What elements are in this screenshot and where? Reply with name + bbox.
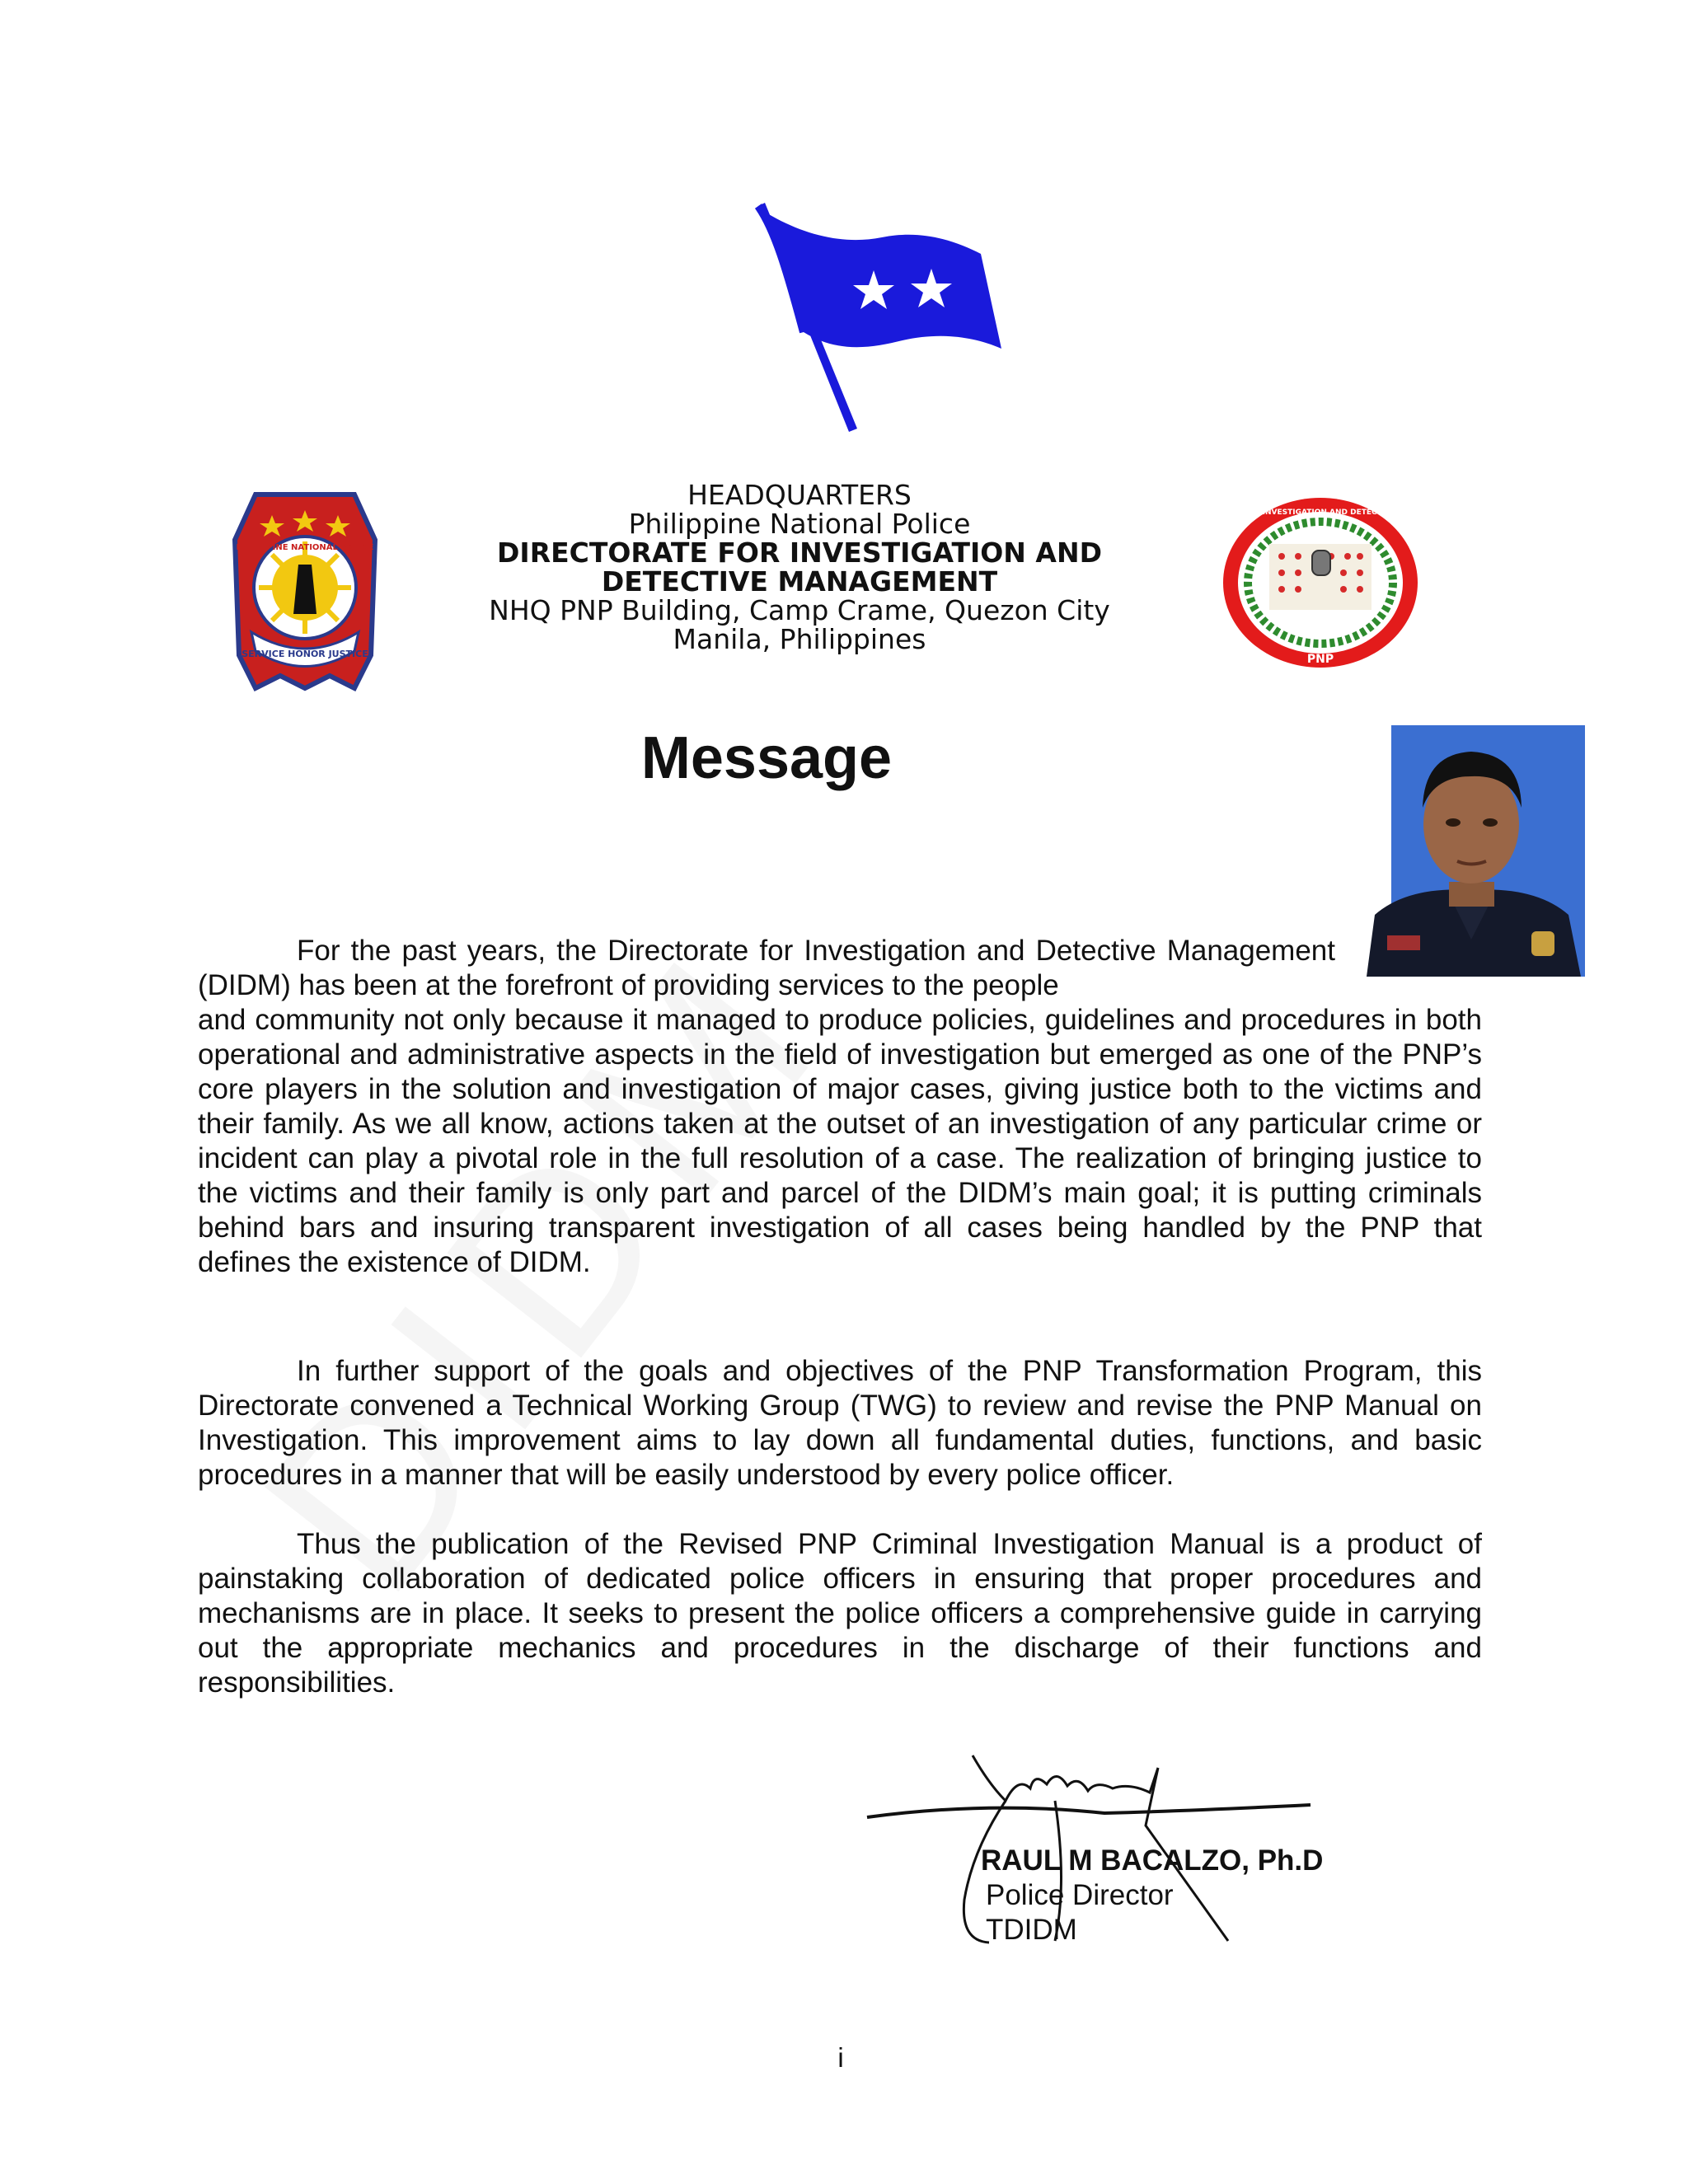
badge-band-text: SERVICE HONOR JUSTICE — [241, 649, 368, 659]
letterhead-directorate-cont: DETECTIVE MANAGEMENT — [601, 565, 998, 598]
signatory-title: Police Director — [986, 1879, 1174, 1911]
paragraph-1-intro — [198, 934, 1335, 1003]
pnp-badge-icon — [231, 490, 379, 692]
paragraph-2-text: In further support of the goals and objectives of the PNP Transformation Program, this Directorate convened a Technical Working Group (TWG) to review and revise the PNP Manual on Investigation. This improvement aims to lay down all fundamental duties, functions, and basic procedures in a manner that will be easily understood by every police officer. — [198, 1355, 1482, 1491]
signatory-office: TDIDM — [986, 1914, 1077, 1946]
seal-band-text: PNP — [1306, 653, 1334, 666]
paragraph-1-continued: and community not only because it managed to produce policies, guidelines and procedures in both operational and administrative aspects in the field of investigation but emerged as one of the PNP’s core players in the solution and investigation of major cases, giving justice both to the victims and their family. As we all know, actions taken at the outset of an investigation of any particular crime or incident can play a pivotal role in the full resolution of a case. The realization of bringing justice to the victims and their family is only part and parcel of the DIDM’s main goal; it is putting criminals behind bars and insuring transparent investigation of all cases being handled by the PNP that defines the existence of DIDM. — [198, 1004, 1482, 1278]
paragraph-1-first-lines: For the past years, the Directorate for Investigation and Detective Management (DIDM) has been at the forefront of providing services to the people — [198, 935, 1335, 1001]
page-number: i — [837, 2042, 844, 2073]
letterhead-organization: Philippine National Police — [628, 508, 971, 540]
paragraph-2 — [198, 1354, 1482, 1493]
didm-seal-icon — [1182, 494, 1459, 672]
letterhead-city: Manila, Philippines — [673, 623, 926, 655]
letterhead-headquarters: HEADQUARTERS — [687, 479, 912, 511]
signatory-name: RAUL M BACALZO, Ph.D — [981, 1844, 1324, 1877]
letterhead-directorate: DIRECTORATE FOR INVESTIGATION AND — [497, 537, 1102, 569]
paragraph-3-text: Thus the publication of the Revised PNP Criminal Investigation Manual is a product of painstaking collaboration of dedicated police officers in ensuring that proper procedures and mechanisms are in place. It seeks to present the police officers a comprehensive guide in carrying out the appropriate mechanics and procedures in the discharge of their functions and responsibilities. — [198, 1528, 1482, 1699]
letterhead-address: NHQ PNP Building, Camp Crame, Quezon City — [489, 594, 1110, 626]
page-title: Message — [640, 725, 893, 791]
seal-arc-text: DIRECTORATE FOR INVESTIGATION AND DETECTIVE MANAGEMENT — [1182, 509, 1459, 517]
paragraph-3 — [198, 1527, 1482, 1700]
badge-arc-text: PHILIPPINE NATIONAL POLICE — [236, 543, 374, 552]
director-portrait — [1358, 725, 1585, 977]
letterhead — [379, 480, 1220, 654]
two-star-flag-icon — [725, 196, 1006, 435]
